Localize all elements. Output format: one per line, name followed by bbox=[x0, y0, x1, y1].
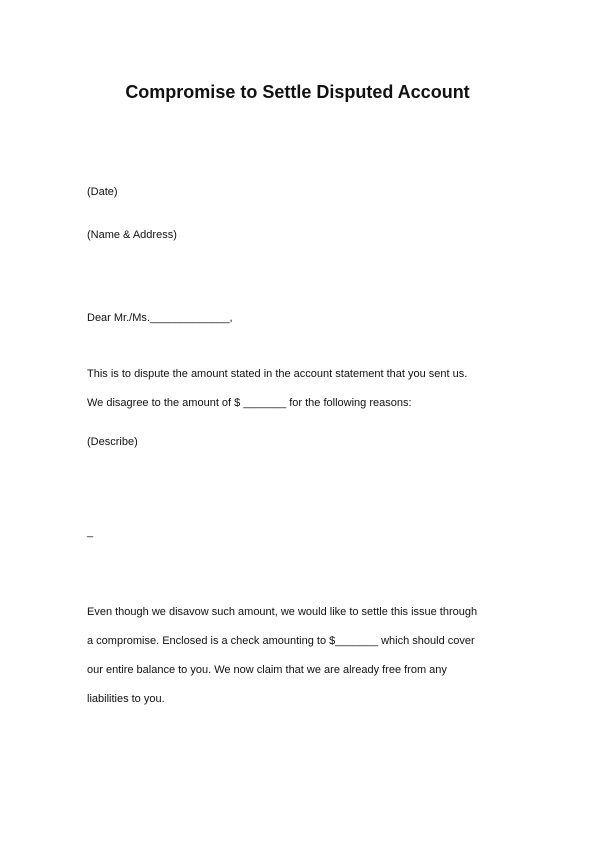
date-placeholder: (Date) bbox=[87, 186, 118, 198]
paragraph2-line2: a compromise. Enclosed is a check amounting to $_______ which should cover bbox=[87, 635, 475, 647]
name-address-placeholder: (Name & Address) bbox=[87, 229, 177, 241]
document-title: Compromise to Settle Disputed Account bbox=[125, 82, 470, 102]
paragraph2-line4: liabilities to you. bbox=[87, 693, 165, 705]
paragraph2-line3: our entire balance to you. We now claim that we are already free from any bbox=[87, 664, 447, 676]
paragraph1-line1: This is to dispute the amount stated in the account statement that you sent us. bbox=[87, 368, 468, 380]
paragraph1-line2: We disagree to the amount of $ _______ for the following reasons: bbox=[87, 397, 412, 409]
dash-mark: _ bbox=[87, 526, 94, 538]
paragraph2-line1: Even though we disavow such amount, we would like to settle this issue through bbox=[87, 606, 478, 618]
salutation: Dear Mr./Ms._____________, bbox=[87, 312, 233, 324]
describe-placeholder: (Describe) bbox=[87, 436, 138, 448]
